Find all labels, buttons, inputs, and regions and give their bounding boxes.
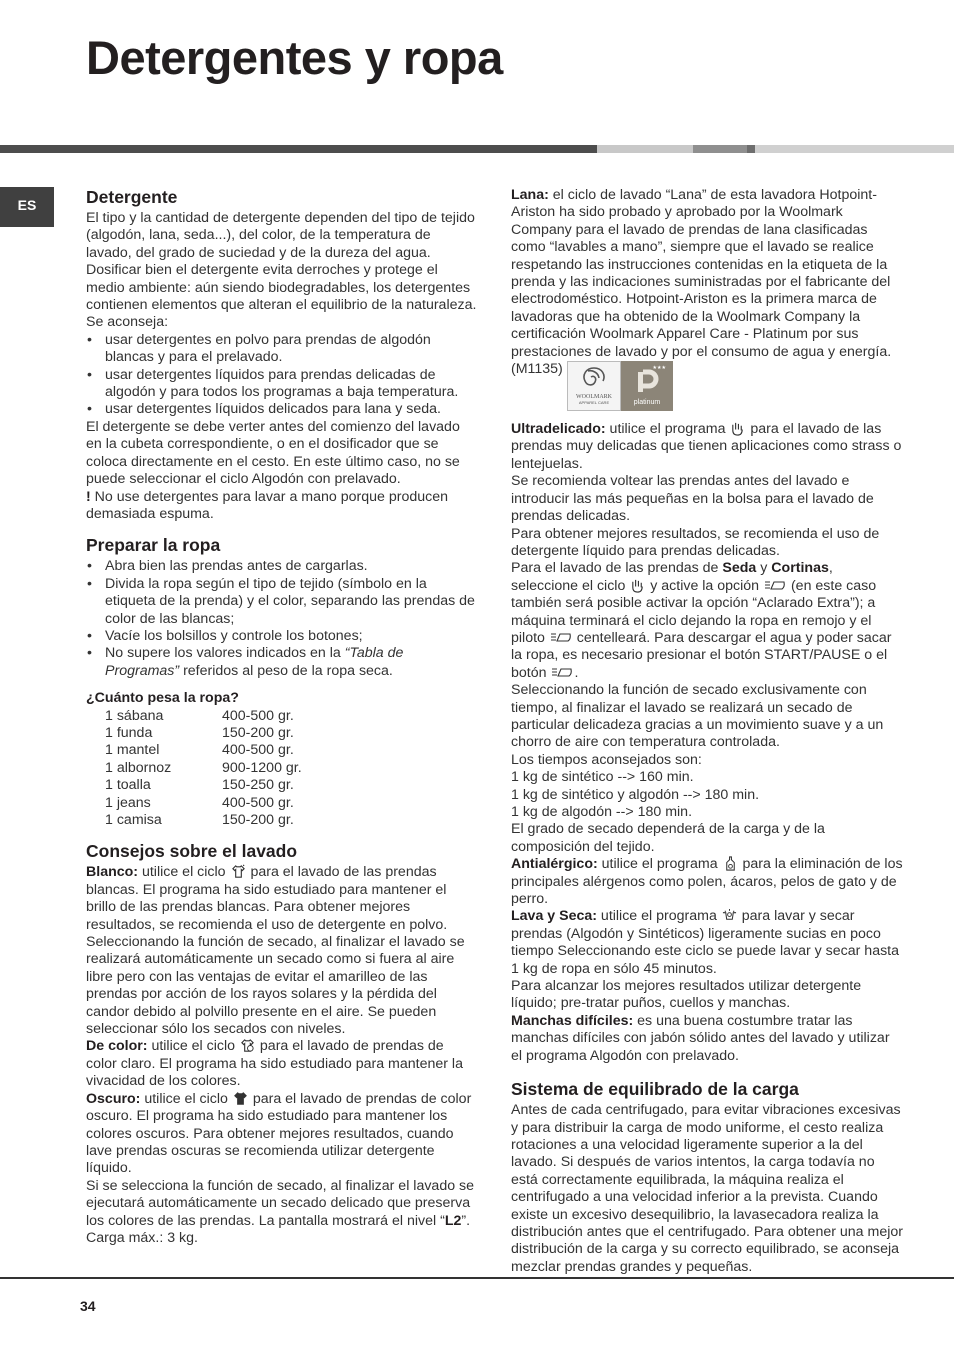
header-bar-mid [693,145,747,153]
sistema-paragraph: Antes de cada centrifugado, para evitar vibraciones excesivas y para distribuir la carga de modo uniforme, el cesto realiza rotaciones a una velocidad ligeramente superior a la del lavado. Si después de varios intentos, la carga todavía no está correctamente equilibrada, la máquina realiza el centrifugado a una velocidad inferior a la prevista. Cuando existe un excesivo desequilibrio, la lavasecadora realiza la distribución antes que el centrifugado. Para obtener una mejor distribución de la carga y su correcto equilibrado, se aconseja mezclar prendas grandes y pequeñas. [511,1102,903,1275]
table-row [105,725,302,742]
table-cell: 400-500 gr. [222,794,294,811]
oscuro-paragraph [86,1091,478,1178]
text: ”. Carga máx.: 3 kg. [86,1212,471,1246]
text: y [756,560,772,577]
table-cell: 1 albornoz [105,759,172,776]
footer-divider [0,1277,954,1279]
table-row [105,777,302,794]
text: para el lavado de prendas de color claro. El programa ha sido estudiado para mantener la vivacidad de los colores. [86,1038,463,1090]
table-cell: 1 sábana [105,707,164,724]
hand-wash-icon [730,421,745,436]
anti-paragraph [511,856,903,908]
table-cell: 900-1200 gr. [222,759,302,776]
detergente-warning [86,489,478,524]
anti-crease-icon [764,579,786,591]
page-number: 34 [80,1298,96,1314]
table-row [105,760,302,777]
manchas-label: Manchas difíciles: [511,1012,634,1029]
text: Para el lavado de las prendas de [511,560,723,577]
anti-crease-icon [550,631,572,643]
display-level: L2 [444,1212,462,1229]
text: es una buena costumbre tratar las manchas difíciles con jabón sólido antes del lavado y utilizar el programa Algodón con prelavado. [511,1012,890,1064]
preparar-heading: Preparar la ropa [86,535,221,556]
list-item: • usar detergentes en polvo para prendas de algodón blancas y para el prelavado. [86,332,478,367]
text: utilice el programa [605,421,730,438]
list-item: • usar detergentes líquidos delicados para lana y seda. [86,401,478,418]
text: utilice el programa [596,908,721,925]
table-cell: 150-250 gr. [222,777,294,794]
certification-logos [567,361,673,411]
seda-paragraph [511,560,903,682]
text: No supere los valores indicados en la [105,645,345,662]
text: y active la opción [646,577,764,594]
secado-p1: Seleccionando la función de secado exclusivamente con tiempo, al finalizar el lavado se realizará un secado de particular delicadeza gracias a un movimiento suave y a un chorro de aire con temperatura controlada. [511,682,884,751]
text: para el lavado de prendas de color oscuro. El programa ha sido estudiado para mantener los colores oscuros. Para obtener mejores resultados, cuando lave prendas oscuras se recomienda utilizar detergente líquido. [86,1090,472,1177]
dark-shirt-icon [233,1091,248,1106]
lava-paragraph [511,908,903,978]
lana-paragraph [511,187,903,411]
time-line-2: 1 kg de sintético y algodón --> 180 min. [511,786,760,803]
color-shirt-icon [240,1038,255,1053]
list-item: • usar detergentes líquidos para prendas delicadas de algodón y para todos los programas a baja temperatura. [86,367,478,402]
color-paragraph [86,1038,478,1090]
text: (en este caso también será posible activar la opción “Aclarado Extra”); a máquina terminará el ciclo dejando la ropa en remojo y el piloto [511,577,877,646]
text: referidos al peso de la ropa seca. [179,662,393,679]
ultra-p2: Se recomienda voltear las prendas antes del lavado e introducir las más pequeñas en la bolsa para el lavado de prendas delicadas. [511,473,874,525]
hand-wash-icon [630,578,645,593]
woolmark-wordmark: WOOLMARK [575,394,612,401]
table-cell: 400-500 gr. [222,742,294,759]
warning-mark: ! [86,488,91,505]
lava-label: Lava y Seca: [511,908,597,925]
cortinas-bold: Cortinas [771,560,829,577]
manchas-paragraph [511,1013,903,1065]
list-item: • Vacíe los bolsillos y controle los botones; [86,628,478,645]
table-cell: 1 funda [105,724,153,741]
text: utilice el ciclo [138,864,230,881]
ultra-paragraph [511,421,903,473]
table-row [105,795,302,812]
text: para el lavado de las prendas blancas. El programa ha sido estudiado para mantener el brillo de las prendas blancas. Para obtener mejores resultados, se recomienda el uso de detergente en polvo. Seleccionando la función de secado, al finalizar el lavado se realizará automáticamente un secado como si fuera al aire libre pero con las ventajas de evitar el amarilleo de las prendas por acción de los rayos solares y la pérdida del candor debido al polvillo presente en el aire. Se pueden seleccionar sólo los secados con niveles. [86,864,465,1038]
table-cell: 1 mantel [105,742,160,759]
list-item: • Abra bien las prendas antes de cargarlas. [86,558,478,575]
woolmark-subtext: APPAREL CARE [578,400,609,406]
woolmark-logo [567,361,621,411]
sistema-heading: Sistema de equilibrado de la carga [511,1079,799,1100]
text: para el lavado de las prendas muy delicadas que tienen aplicaciones como strass o lentejuelas. [511,421,902,472]
ultra-label: Ultradelicado: [511,421,606,438]
table-cell: 150-200 gr. [222,812,294,828]
blanco-paragraph [86,864,478,1038]
preparar-list [86,558,478,680]
right-column [511,187,903,1276]
table-row [105,812,302,829]
time-line-1: 1 kg de sintético --> 160 min. [511,769,694,786]
program-table-reference: “Tabla de Programas” [105,645,404,679]
color-label: De color: [86,1038,148,1055]
secado-paragraph [86,1178,478,1248]
detergente-p1: El tipo y la cantidad de detergente dependen del tipo de tejido (algodón, lana, seda...), del color, de la temperatura de lavado, del grado de suciedad y de la dureza del agua. [86,210,475,261]
text: , seleccione el ciclo [511,560,833,594]
detergente-p3: Se aconseja: [86,314,169,331]
platinum-logo [621,361,673,411]
text: . [574,664,579,681]
anti-label: Antialérgico: [511,856,598,873]
text: el ciclo de lavado “Lana” de esta lavadora Hotpoint-Ariston ha sido probado y aprobado por la Woolmark Company para el lavado de prendas de lana clasificadas como “lavables a mano”, siempre que el lavado se realice respetando las instrucciones contenidas en la etiqueta de la prenda y las indicaciones suministradas por el fabricante del electrodoméstico. Hotpoint-Ariston es la primera marca de lavadoras que ha obtenido de la Woolmark Company la certificación Woolmark Apparel Care - Platinum por sus prestaciones de lavado y por el consumo de agua y energía. (M1135) [511,187,892,378]
blanco-label: Blanco: [86,864,139,881]
page-title: Detergentes y ropa [86,31,503,84]
secado-p3: El grado de secado dependerá de la carga y de la composición del tejido. [511,821,825,855]
list-item [86,645,478,680]
platinum-stars: ★★★ [652,365,666,372]
text: utilice el programa [597,856,722,873]
seda-bold: Seda [722,560,757,577]
table-cell: 1 toalla [105,777,151,794]
platinum-wordmark: platinum [633,399,661,407]
text: utilice el ciclo [140,1090,232,1107]
table-cell: 150-200 gr. [222,724,294,741]
detergente-heading: Detergente [86,187,178,207]
weights-table [105,708,302,830]
warning-text: No use detergentes para lavar a mano porque producen demasiada espuma. [86,488,449,522]
detergente-p4: El detergente se debe verter antes del comienzo del lavado en la cubeta correspondiente, o en el dosificador que se coloca directamente en el cesto. En este último caso, no se puede seleccionar el ciclo Algodón con prelavado. [86,418,460,488]
time-line-3: 1 kg de algodón --> 180 min. [511,804,693,820]
secado-p2: Los tiempos aconsejados son: [511,751,702,768]
peso-heading: ¿Cuánto pesa la ropa? [86,690,239,707]
wash-dry-icon [722,908,737,923]
detergente-list [86,332,478,419]
anti-crease-icon [551,666,573,678]
table-cell: 1 camisa [105,812,162,828]
table-cell: 400-500 gr. [222,707,294,724]
header-bar-dark [0,145,597,153]
detergente-p2: Dosificar bien el detergente evita derroches y protege el medio ambiente: aún siendo biodegradables, los detergentes contienen elementos que alteran el equilibrio de la naturaleza. [86,262,477,314]
header-bar-light [597,145,693,153]
lava-p2: Para alcanzar los mejores resultados utilizar detergente líquido; pre-tratar puños, cuellos y manchas. [511,978,862,1012]
text: centelleará. Para descargar el agua y poder sacar la ropa, es necesario presionar el botón START/PAUSE o el botón [511,629,892,681]
text: para lavar y secar prendas (Algodón y Sintéticos) ligeramente sucias en poco tiempo Seleccionando este ciclo se puede lavar y secar hasta 1 kg de ropa en sólo 45 minutos. [511,908,900,977]
oscuro-label: Oscuro: [86,1090,141,1107]
text: Si se selecciona la función de secado, al finalizar el lavado se ejecutará automáticamente un secado delicado que preserva los colores de las prendas. La pantalla mostrará el nivel “ [86,1177,475,1229]
lana-label: Lana: [511,187,549,203]
table-row [105,708,302,725]
left-column [86,187,478,1247]
header-bar-end [755,145,954,153]
table-cell: 1 jeans [105,794,151,811]
ultra-p3: Para obtener mejores resultados, se recomienda el uso de detergente líquido para prendas delicadas. [511,525,880,559]
white-shirt-icon [231,864,246,879]
text: utilice el ciclo [147,1038,239,1055]
anti-allergy-icon [723,856,738,871]
text: para la eliminación de los principales alérgenos como polen, ácaros, pelos de gato y de perro. [511,856,903,908]
table-row [105,742,302,759]
header-bar-mid-2 [747,145,755,153]
consejos-heading: Consejos sobre el lavado [86,841,298,862]
list-item: • Divida la ropa según el tipo de tejido (símbolo en la etiqueta de la prenda) y el color, separando las prendas de color de las blancas; [86,576,478,628]
language-tab: ES [0,187,54,227]
